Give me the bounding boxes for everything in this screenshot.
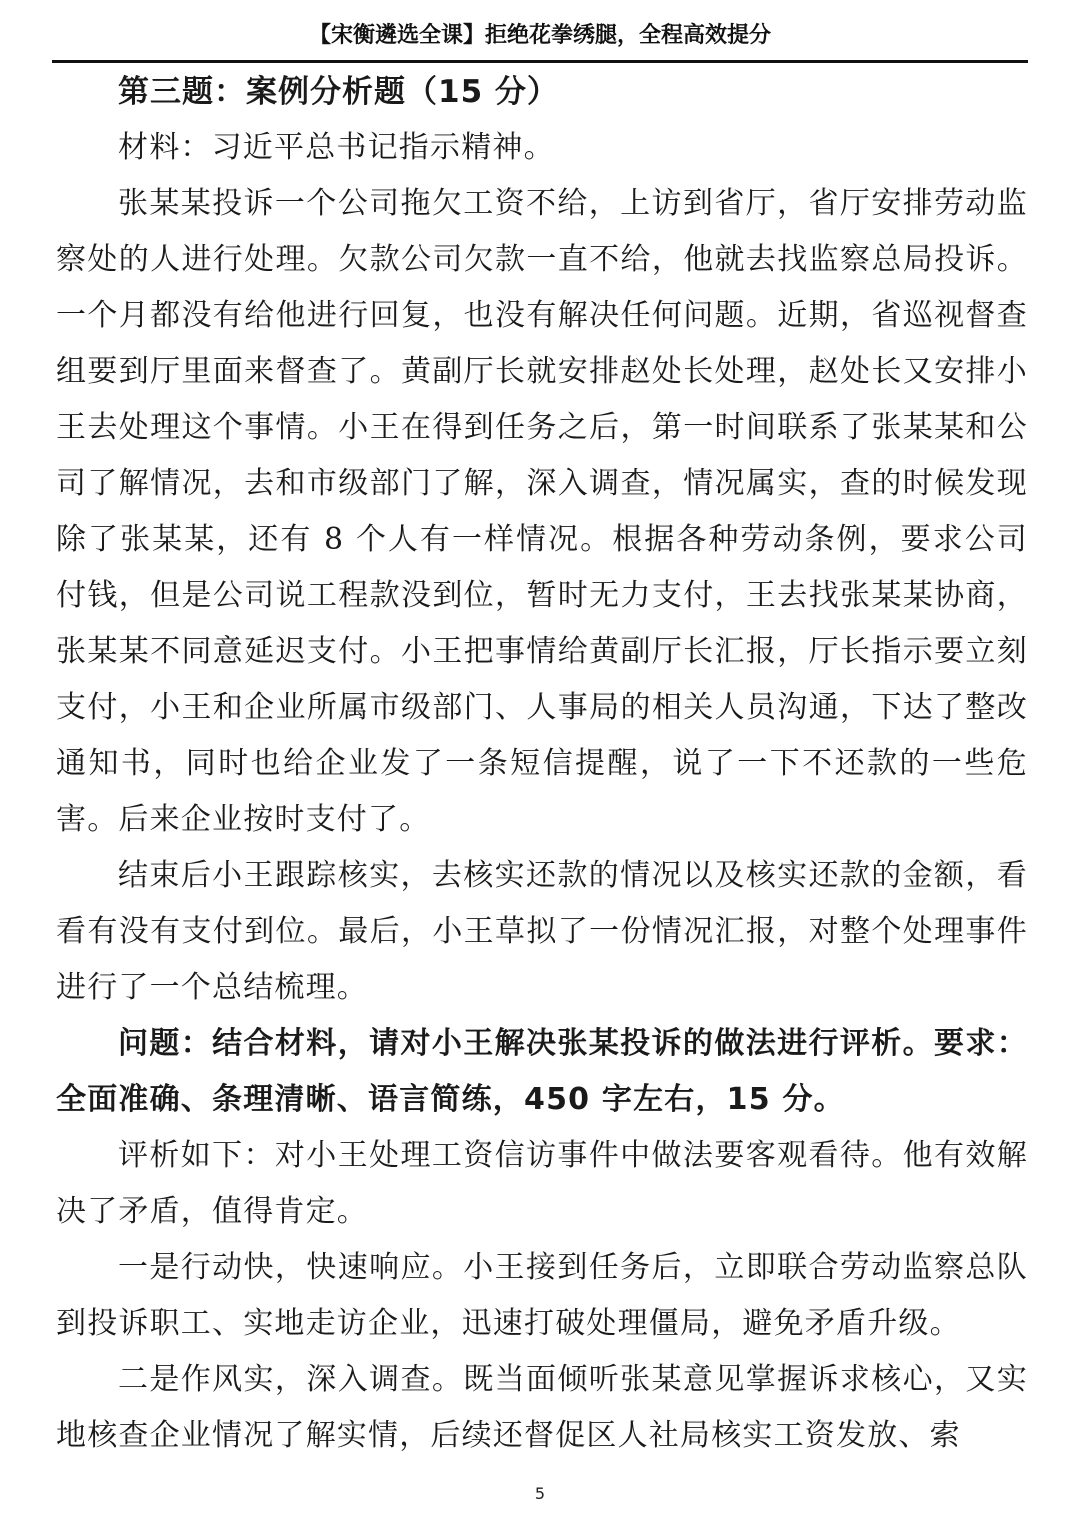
header-divider (52, 60, 1028, 63)
question-prompt: 问题：结合材料，请对小王解决张某投诉的做法进行评析。要求：全面准确、条理清晰、语言简练，450 字左右，15 分。 (56, 1026, 1028, 1117)
header-text: 【宋衡遴选全课】拒绝花拳绣腿，全程高效提分 (308, 23, 771, 48)
material-intro: 材料：习近平总书记指示精神。 (118, 130, 555, 165)
answer-paragraph: 评析如下：对小王处理工资信访事件中做法要客观看待。他有效解决了矛盾，值得肯定。 (56, 1138, 1028, 1229)
document-body (56, 64, 1028, 1464)
answer-paragraph: 二是作风实，深入调查。既当面倾听张某意见掌握诉求核心，又实地核查企业情况了解实情，后续还督促区人社局核实工资发放、索 (56, 1362, 1028, 1453)
material-paragraph: 结束后小王跟踪核实，去核实还款的情况以及核实还款的金额，看看有没有支付到位。最后，小王草拟了一份情况汇报，对整个处理事件进行了一个总结梳理。 (56, 858, 1028, 1005)
page-number: 5 (534, 1484, 546, 1503)
material-paragraph: 张某某投诉一个公司拖欠工资不给，上访到省厅，省厅安排劳动监察处的人进行处理。欠款公司欠款一直不给，他就去找监察总局投诉。一个月都没有给他进行回复，也没有解决任何问题。近期，省巡视督查组要到厅里面来督查了。黄副厅长就安排赵处长处理，赵处长又安排小王去处理这个事情。小王在得到任务之后，第一时间联系了张某某和公司了解情况，去和市级部门了解，深入调查，情况属实，查的时候发现除了张某某，还有 8 个人有一样情况。根据各种劳动条例，要求公司付钱，但是公司说工程款没到位，暂时无力支付，王去找张某某协商，张某某不同意延迟支付。小王把事情给黄副厅长汇报，厅长指示要立刻支付，小王和企业所属市级部门、人事局的相关人员沟通，下达了整改通知书，同时也给企业发了一条短信提醒，说了一下不还款的一些危害。后来企业按时支付了。 (56, 186, 1028, 837)
page-header (0, 8, 1080, 64)
question-title: 第三题：案例分析题（15 分） (118, 74, 559, 110)
answer-paragraph: 一是行动快，快速响应。小王接到任务后，立即联合劳动监察总队到投诉职工、实地走访企业，迅速打破处理僵局，避免矛盾升级。 (56, 1250, 1028, 1341)
